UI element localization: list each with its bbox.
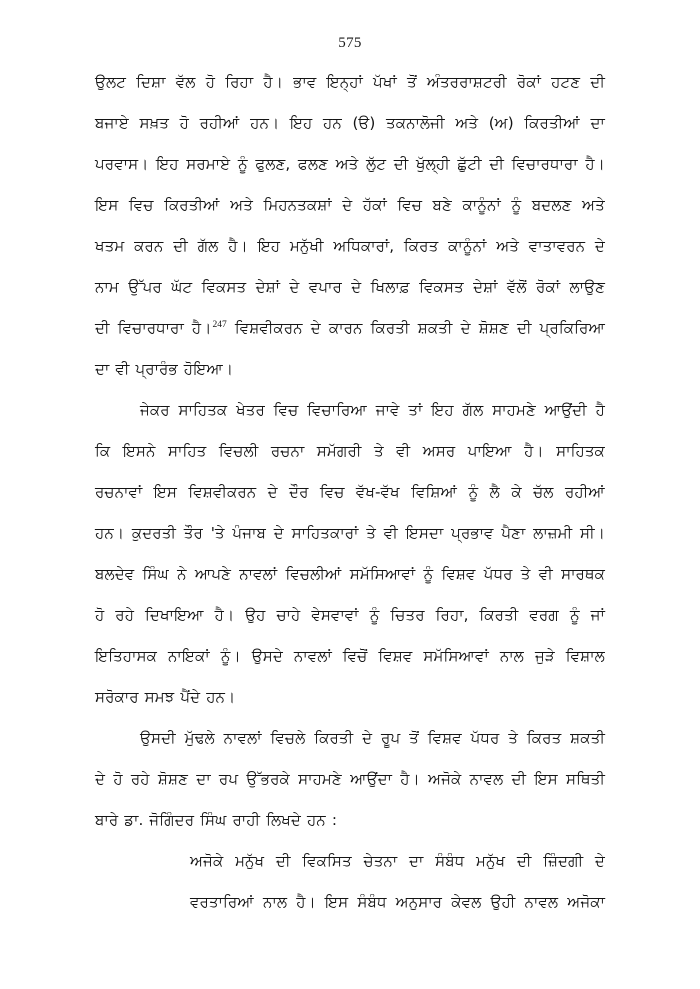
text-line (95, 513, 605, 554)
word: ਵੀ (115, 360, 130, 378)
word: ਅਸਰ (422, 442, 456, 460)
word: ਵੀ (538, 565, 553, 583)
word: ਵਿਕਸਿਤ (302, 852, 352, 870)
word: ਦੇ (594, 237, 605, 255)
word: ਦਾ (196, 770, 211, 788)
word: ਘੱਟ (171, 278, 193, 296)
word: ਹਨ। (95, 524, 125, 542)
word: ਤੇ (508, 729, 519, 747)
word: ਵਿਚ (397, 196, 422, 214)
word: ਦੇ (95, 770, 106, 788)
word: ਕਾਰਨ (328, 319, 363, 337)
word: ਕਾਨੂੰਨਾਂ (448, 237, 487, 255)
word: ਹੈ। (585, 155, 605, 173)
word: ਦੇ (342, 196, 353, 214)
word: ਕੁਦਰਤੀ (131, 524, 176, 542)
body-text-block (95, 62, 605, 923)
word: ਅਜੋਕੇ (190, 852, 224, 870)
word: ਪ੍ਰਕਿਰਿਆ (539, 319, 605, 337)
text-line (95, 677, 605, 718)
word: ਨੂੰ (511, 196, 522, 214)
word: ਜੋਗਿੰਦਰ (149, 811, 195, 829)
word: ਜਾਵੇ (375, 401, 400, 419)
word: ਬਾਰੇ (95, 811, 119, 829)
word: ਜੇਕਰ (140, 401, 170, 419)
word: ਅਨੁਸਾਰ (395, 893, 443, 911)
word: ਵਿਚਾਰਿਆ (307, 401, 367, 419)
word: ਨਾਵਲ (469, 770, 504, 788)
word: ਤੇ (373, 442, 384, 460)
word: ਦੇ (460, 319, 471, 337)
word: ਵਿਸ਼ਾਲ (565, 647, 605, 665)
word: ਸਿੰਘ (142, 565, 169, 583)
word: ਇਹ (431, 401, 454, 419)
word: ਪੰਜਾਬ (232, 524, 266, 542)
word: ਉਹੀ (490, 893, 516, 911)
text-line (95, 431, 605, 472)
word: ਦਾ (95, 360, 110, 378)
word: ਕਿਰਤ (526, 729, 562, 747)
text-line (95, 554, 605, 595)
word: ਹਨ (306, 811, 326, 829)
word: ਰਿਹਾ (225, 73, 254, 91)
word: ਨੂੰ (423, 565, 434, 583)
word: ਇਹ (289, 114, 313, 132)
word: ਦਾ (590, 114, 605, 132)
word: ਬਣੇ (432, 196, 452, 214)
word: ਸਾਹਿਤ (168, 442, 207, 460)
word: ਹੈ। (524, 442, 544, 460)
word: ਵਿਸ਼ਵੀਕਰਨ (188, 483, 257, 501)
word: ਸਰੋਕਾਰ (95, 688, 139, 706)
word: ਵਾਤਾਵਰਨ (528, 237, 586, 255)
word: ਦੇ (310, 319, 321, 337)
word: ਵਿਸ਼ਵ (441, 565, 476, 583)
word: ਕਿਰਤੀ (370, 319, 410, 337)
word: ਇਹ (156, 155, 179, 173)
word: ਅਧਿਕਾਰਾਂ, (333, 237, 395, 255)
word: ਦਾ (408, 852, 424, 870)
text-line (95, 308, 605, 349)
word: ਆਪਣੇ (194, 565, 232, 583)
paragraph (95, 718, 605, 841)
word: ਸਮੱਸਿਆਵਾਂ (349, 565, 416, 583)
word: ਦਿਖਾਇਆ (145, 606, 204, 624)
word: ਵਿਚ (128, 196, 154, 214)
word: ਸਾਹਮਣੇ (298, 770, 342, 788)
word: ਪੱਧਰ (483, 565, 513, 583)
word: ਵਿਚੋਂ (342, 647, 368, 665)
word: ਹੋ (179, 114, 189, 132)
word: ਦੀ (95, 319, 110, 337)
word: ਵਿਕਸਤ (419, 278, 464, 296)
word: ਜੁੜੇ (534, 647, 555, 665)
word: ਦੀ (511, 770, 527, 788)
word: ਪੈਣਾ (501, 524, 526, 542)
word: ਰਾਹੀ (232, 811, 261, 829)
blockquote (95, 841, 605, 923)
word: ਹੈ। (400, 770, 420, 788)
word: ਸਮੱਸਿਆਵਾਂ (423, 647, 489, 665)
word: ਗੱਲ (197, 237, 219, 255)
word: ਰਹੇ (115, 606, 135, 624)
word: ਵੀ (396, 442, 411, 460)
page-number: 575 (338, 35, 362, 51)
word: ਚੱਲ (533, 483, 554, 501)
word: ਹੱਕਾਂ (362, 196, 387, 214)
word: ਨਾਵਲਾਂ (223, 729, 262, 747)
word: ਦੇ (351, 278, 362, 296)
word: ਦੀ (516, 852, 532, 870)
word: ਚੇਤਨਾ (363, 852, 398, 870)
word: ਅਜੋਕਾ (567, 893, 605, 911)
word: ਚਾਹੇ (276, 606, 301, 624)
word: ਦੇ (289, 278, 300, 296)
word: ਉੱਪਰ (128, 278, 162, 296)
word: ਇਤਿਹਾਸਕ (95, 647, 157, 665)
word: ਸੰਬੰਧ (435, 852, 465, 870)
text-line (95, 267, 605, 308)
word: ਤੋਂ (406, 73, 417, 91)
word: ਵਿਚਾਰਧਾਰਾ (511, 155, 578, 173)
text-line (95, 636, 605, 677)
word: ਸੰਬੰਧ (357, 893, 387, 911)
footnote-reference: 247 (212, 319, 227, 330)
word: ਦੀ (516, 319, 532, 337)
word: ਅਤੇ (230, 196, 253, 214)
word: ਇਸ (534, 770, 558, 788)
word: ਜ਼ਿੰਦਗੀ (543, 852, 584, 870)
quote-line (95, 882, 605, 923)
word: ਦੇ (362, 729, 373, 747)
word: ਫਲਣ (297, 155, 328, 173)
word: ਕਿਰਤੀ (314, 729, 354, 747)
word: ਕਿਰਤੀ (479, 606, 519, 624)
word: ਵਿਸ਼ਿਆਂ (411, 483, 458, 501)
word: ਪੈਂਦੇ (180, 688, 201, 706)
word: ਖੁੱਲ੍ਹੀ (415, 155, 450, 173)
text-line (95, 390, 605, 431)
word: ਹਟਣ (551, 73, 581, 91)
word: ਦੇ (267, 483, 278, 501)
word: ਦੇ (273, 524, 284, 542)
word: ਬਦਲਣ (531, 196, 572, 214)
word: ਮਨੁੱਖੀ (289, 237, 324, 255)
word: ਪ੍ਰਾਰੰਭ (135, 360, 178, 378)
word: ਉਸਦੇ (251, 647, 283, 665)
word: ਖੇਤਰ (236, 401, 265, 419)
text-line (95, 144, 605, 185)
word: ਸਮੱਗਰੀ (316, 442, 362, 460)
word: ਸ਼ੋਸ਼ਣ (157, 770, 189, 788)
word: ਪਰਵਾਸ। (95, 155, 149, 173)
text-line (95, 595, 605, 636)
word: ਰਚਨਾ (270, 442, 305, 460)
word: ਹੈ।$^{247}$ (191, 319, 227, 337)
word: ਦੀ (275, 852, 291, 870)
text-line (95, 103, 605, 144)
word: ਨਾਵਲਾਂ (239, 565, 278, 583)
word: ਇਸਨੇ (122, 442, 156, 460)
word: ਅਤੇ (455, 114, 479, 132)
word: ਉੱਭਰਕੇ (246, 770, 290, 788)
word: ਇਸ (153, 483, 177, 501)
word: ਮਨੁੱਖ (476, 852, 506, 870)
word: ਨਾਵਲਾਂ (293, 647, 332, 665)
word: ਅਤੇ (335, 155, 359, 173)
word: : (331, 811, 337, 829)
word: ਸਾਹਮਣੇ (492, 401, 536, 419)
word: ਵਿਕਸਤ (201, 278, 247, 296)
word: ਹੈ। (263, 73, 283, 91)
word: ਲੈ (489, 483, 500, 501)
word: ਸਥਿਤੀ (565, 770, 605, 788)
word: ਅੰਤਰਰਾਸ਼ਟਰੀ (426, 73, 507, 91)
word: ਹੈ (595, 401, 605, 419)
word: ਦੇਸ਼ਾਂ (473, 278, 498, 296)
paragraph-container (95, 62, 605, 841)
word: ਵਿਸ਼ਵ (378, 647, 413, 665)
word: ਦੇ (594, 852, 605, 870)
word: ਵੀ (383, 524, 398, 542)
word: ਵਿਸ਼ਵ (427, 729, 462, 747)
word: ਚਿਤਰ (390, 606, 425, 624)
word: ਹੋਇਆ। (183, 360, 234, 378)
word: ਕੇਵਲ (451, 893, 482, 911)
word: ਨੂੰ। (220, 647, 241, 665)
word: ਭਾਵ (293, 73, 317, 91)
word: ਉਲਟ (95, 73, 126, 91)
word: ਵਪਾਰ (308, 278, 342, 296)
word: ਸ਼ੋਸ਼ਣ (478, 319, 509, 337)
word: ਸਾਹਿਤਕ (556, 442, 605, 460)
word: ਕਰਨ (134, 237, 164, 255)
word: ਵੇਸਵਾਵਾਂ (311, 606, 359, 624)
word: ਨੇ (177, 565, 187, 583)
text-line (95, 226, 605, 267)
word: ਵੱਲ (175, 73, 196, 91)
word: ਹੋ (205, 73, 216, 91)
word: ਮਨੁੱਖ (235, 852, 265, 870)
word: ਆਉਂਦਾ (350, 770, 392, 788)
word: ਖਤਮ (95, 237, 125, 255)
word: ਨੂੰ (569, 606, 580, 624)
text-line (95, 472, 605, 513)
word: ਰਹੇ (130, 770, 150, 788)
word: ਬਜਾਏ (95, 114, 129, 132)
word: ਰਪ (218, 770, 239, 788)
word: ਬਲਦੇਵ (95, 565, 135, 583)
word: ਅਤੇ (496, 237, 520, 255)
word: ਰਹੀਆਂ (199, 114, 240, 132)
word: ਹੋ (95, 606, 105, 624)
word: ਦੀ (590, 73, 605, 91)
word: ਦੀ (393, 155, 409, 173)
text-line (95, 185, 605, 226)
word: ਤੌਰ (183, 524, 203, 542)
word: ਰੋਕਾਂ (536, 278, 561, 296)
word: ਤੇ (520, 565, 531, 583)
word: ਖਿਲਾਫ਼ (370, 278, 410, 296)
text-line (95, 62, 605, 103)
word: ਤੋਂ (409, 729, 419, 747)
word: ਛੁੱਟੀ (457, 155, 482, 173)
word: ਅਤੇ (582, 196, 605, 214)
quote-line (95, 841, 605, 882)
word: ਸਖ਼ਤ (139, 114, 169, 132)
word: ਨਾਇਕਾਂ (167, 647, 210, 665)
word: ਡਾ. (124, 811, 144, 829)
word: ਵੱਲੋਂ (506, 278, 527, 296)
word: ਪੱਧਰ (470, 729, 500, 747)
word: ਵਿਚਲੀ (218, 442, 259, 460)
word: ਨੂੰ (237, 155, 248, 173)
word: ਵਿਚਲੇ (270, 729, 306, 747)
word: ਤੇ (366, 524, 376, 542)
word: ਇਨ੍ਹਾਂ (326, 73, 363, 91)
word: ਲਿਖਦੇ (266, 811, 301, 829)
word: ਨਾਲ (499, 647, 524, 665)
text-line (95, 800, 605, 841)
word: ਵੱਖ-ਵੱਖ (355, 483, 400, 501)
word: ਪੱਖਾਂ (373, 73, 397, 91)
word: ਮਿਹਨਤਕਸ਼ਾਂ (263, 196, 332, 214)
word: ਰੋਕਾਂ (516, 73, 541, 91)
word: ਸਿੰਘ (200, 811, 227, 829)
word: ਸਾਹਿਤਕ (178, 401, 228, 419)
word: ਨਾਲ (263, 893, 288, 911)
word: ਸਮਝ (144, 688, 175, 706)
word: ਸੀ। (580, 524, 605, 542)
word: ਹਨ। (250, 114, 280, 132)
word: ਵਿਚਾਰਧਾਰਾ (117, 319, 184, 337)
word: ਹੋ (113, 770, 123, 788)
word: 'ਤੇ (210, 524, 225, 542)
word: (ਅ) (488, 114, 514, 132)
word: ਵਿਸ਼ਵੀਕਰਨ (234, 319, 303, 337)
word: ਕਿਰਤ (403, 237, 439, 255)
word: ਜਾਂ (590, 606, 605, 624)
word: ਤਾਂ (408, 401, 423, 419)
word: ਇਸ (324, 893, 349, 911)
word: ਆਉਂਦੀ (544, 401, 587, 419)
text-line (95, 759, 605, 800)
word: ਕਿਰਤੀਆਂ (524, 114, 580, 132)
word: ਹੈ। (228, 237, 248, 255)
word: ਸਰਮਾਏ (186, 155, 231, 173)
word: ਸਾਰਥਕ (561, 565, 605, 583)
word: ਰਿਹਾ, (435, 606, 469, 624)
word: ਇਹ (257, 237, 281, 255)
word: ਸਾਹਿਤਕਾਰਾਂ (291, 524, 359, 542)
word: ਇਸਦਾ (405, 524, 444, 542)
word: ਕੇ (511, 483, 522, 501)
word: ਤਕਨਾਲੋਜੀ (386, 114, 445, 132)
word: ਵਿਚ (319, 483, 345, 501)
word: ਰਚਨਾਵਾਂ (95, 483, 143, 501)
word: ਪ੍ਰਭਾਵ (451, 524, 494, 542)
word: ਕਿਰਤੀਆਂ (164, 196, 220, 214)
word: ਨਾਵਲ (524, 893, 559, 911)
word: ਦੀ (489, 155, 504, 173)
word: ਨੂੰ (468, 483, 479, 501)
word: ਰੂਪ (381, 729, 401, 747)
word: ਕਿ (95, 442, 111, 460)
word: (ੳ) (352, 114, 376, 132)
word: ਹਨ (323, 114, 342, 132)
word: ਲਾਜ਼ਮੀ (533, 524, 573, 542)
word: ਅਜੋਕੇ (428, 770, 462, 788)
word: ਵਰਤਾਰਿਆਂ (190, 893, 254, 911)
word: ਮੁੱਢਲੇ (184, 729, 215, 747)
word: ਦਿਸ਼ਾ (136, 73, 166, 91)
text-line (95, 718, 605, 759)
word: ਦੌਰ (289, 483, 309, 501)
word: ਗੱਲ (462, 401, 484, 419)
word: ਹਨ। (206, 688, 236, 706)
text-line (95, 349, 605, 390)
word: ਉਹ (245, 606, 266, 624)
word: ਦੀ (173, 237, 188, 255)
word: ਲੁੱਟ (366, 155, 387, 173)
paragraph (95, 62, 605, 390)
word: ਸ਼ਕਤੀ (417, 319, 453, 337)
word: ਨਾਮ (95, 278, 119, 296)
word: ਫੁਲਣ, (255, 155, 291, 173)
word: ਵਰਗ (529, 606, 559, 624)
word: ਸ਼ਕਤੀ (570, 729, 605, 747)
word: ਦੇਸ਼ਾਂ (255, 278, 281, 296)
word: ਕਾਨੂੰਨਾਂ (462, 196, 501, 214)
word: ਲਾਉਣ (569, 278, 605, 296)
word: ਉਸਦੀ (140, 729, 176, 747)
word: ਹੈ। (214, 606, 235, 624)
word: ਵਿਚਲੀਆਂ (285, 565, 342, 583)
word: ਵਿਚ (273, 401, 299, 419)
paragraph (95, 390, 605, 718)
word: ਰਹੀਆਂ (564, 483, 605, 501)
word: ਹੈ। (296, 893, 316, 911)
word: ਇਸ (95, 196, 119, 214)
word: ਨੂੰ (369, 606, 380, 624)
word: ਪਾਇਆ (467, 442, 512, 460)
